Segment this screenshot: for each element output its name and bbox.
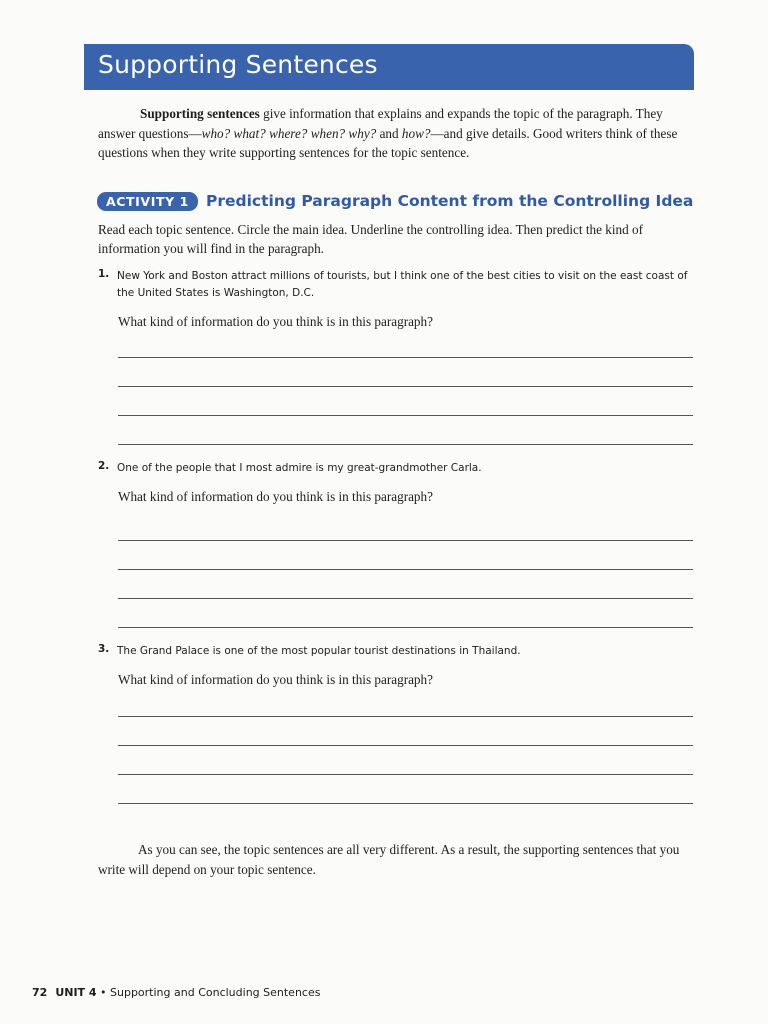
answer-line[interactable] [118,598,693,599]
item-number: 1. [98,268,110,280]
intro-paragraph [98,104,698,163]
topic-sentence: New York and Boston attract millions of tourists, but I think one of the best cities to visit on the east coast of the United States is Washington, D.C. [117,270,688,299]
answer-line[interactable] [118,415,693,416]
footer-unit: UNIT 4 [55,986,97,999]
footer-unit-title: Supporting and Concluding Sentences [110,986,321,999]
item-question: What kind of information do you think is in this paragraph? [118,488,433,504]
exercise-item-2 [98,460,698,505]
activity-badge: ACTIVITY 1 [97,192,198,211]
page-title: Supporting Sentences [98,50,378,79]
answer-line[interactable] [118,569,693,570]
answer-line[interactable] [118,627,693,628]
answer-line[interactable] [118,803,693,804]
intro-italic-how: how? [401,125,431,141]
answer-line[interactable] [118,444,693,445]
answer-line[interactable] [118,357,693,358]
answer-line[interactable] [118,745,693,746]
activity-title: Predicting Paragraph Content from the Controlling Idea [205,192,694,210]
intro-text-1: give information that explains and expands the topic of the paragraph. They answer questions— [98,106,663,141]
answer-line[interactable] [118,774,693,775]
item-question: What kind of information do you think is in this paragraph? [118,314,433,329]
page-footer [32,986,320,999]
exercise-item-1 [98,268,698,330]
topic-sentence: One of the people that I most admire is my great-grandmother Carla. [117,462,482,474]
activity-heading [97,190,693,212]
intro-italic-questions: who? what? where? when? why? [201,125,377,141]
item-number: 2. [98,460,110,472]
footer-separator: • [96,986,111,999]
answer-line[interactable] [118,540,693,541]
item-question: What kind of information do you think is in this paragraph? [118,671,433,687]
page-number: 72 [32,986,48,999]
intro-text-3: —and give details. Good writers think of these questions when they write supporting sentences for the topic sentence. [98,125,678,160]
exercise-item-3 [98,643,698,688]
activity-instructions: Read each topic sentence. Circle the main idea. Underline the controlling idea. Then predict the kind of information you will find in the paragraph. [98,222,644,256]
closing-paragraph: As you can see, the topic sentences are all very different. As a result, the supporting sentences that you write will depend on your topic sentence. [98,842,680,877]
answer-line[interactable] [118,716,693,717]
title-bar [84,44,694,90]
intro-bold-term: Supporting sentences [140,106,260,121]
item-number: 3. [98,643,110,655]
intro-text-2: and [376,125,402,141]
answer-line[interactable] [118,386,693,387]
topic-sentence: The Grand Palace is one of the most popular tourist destinations in Thailand. [117,645,521,657]
